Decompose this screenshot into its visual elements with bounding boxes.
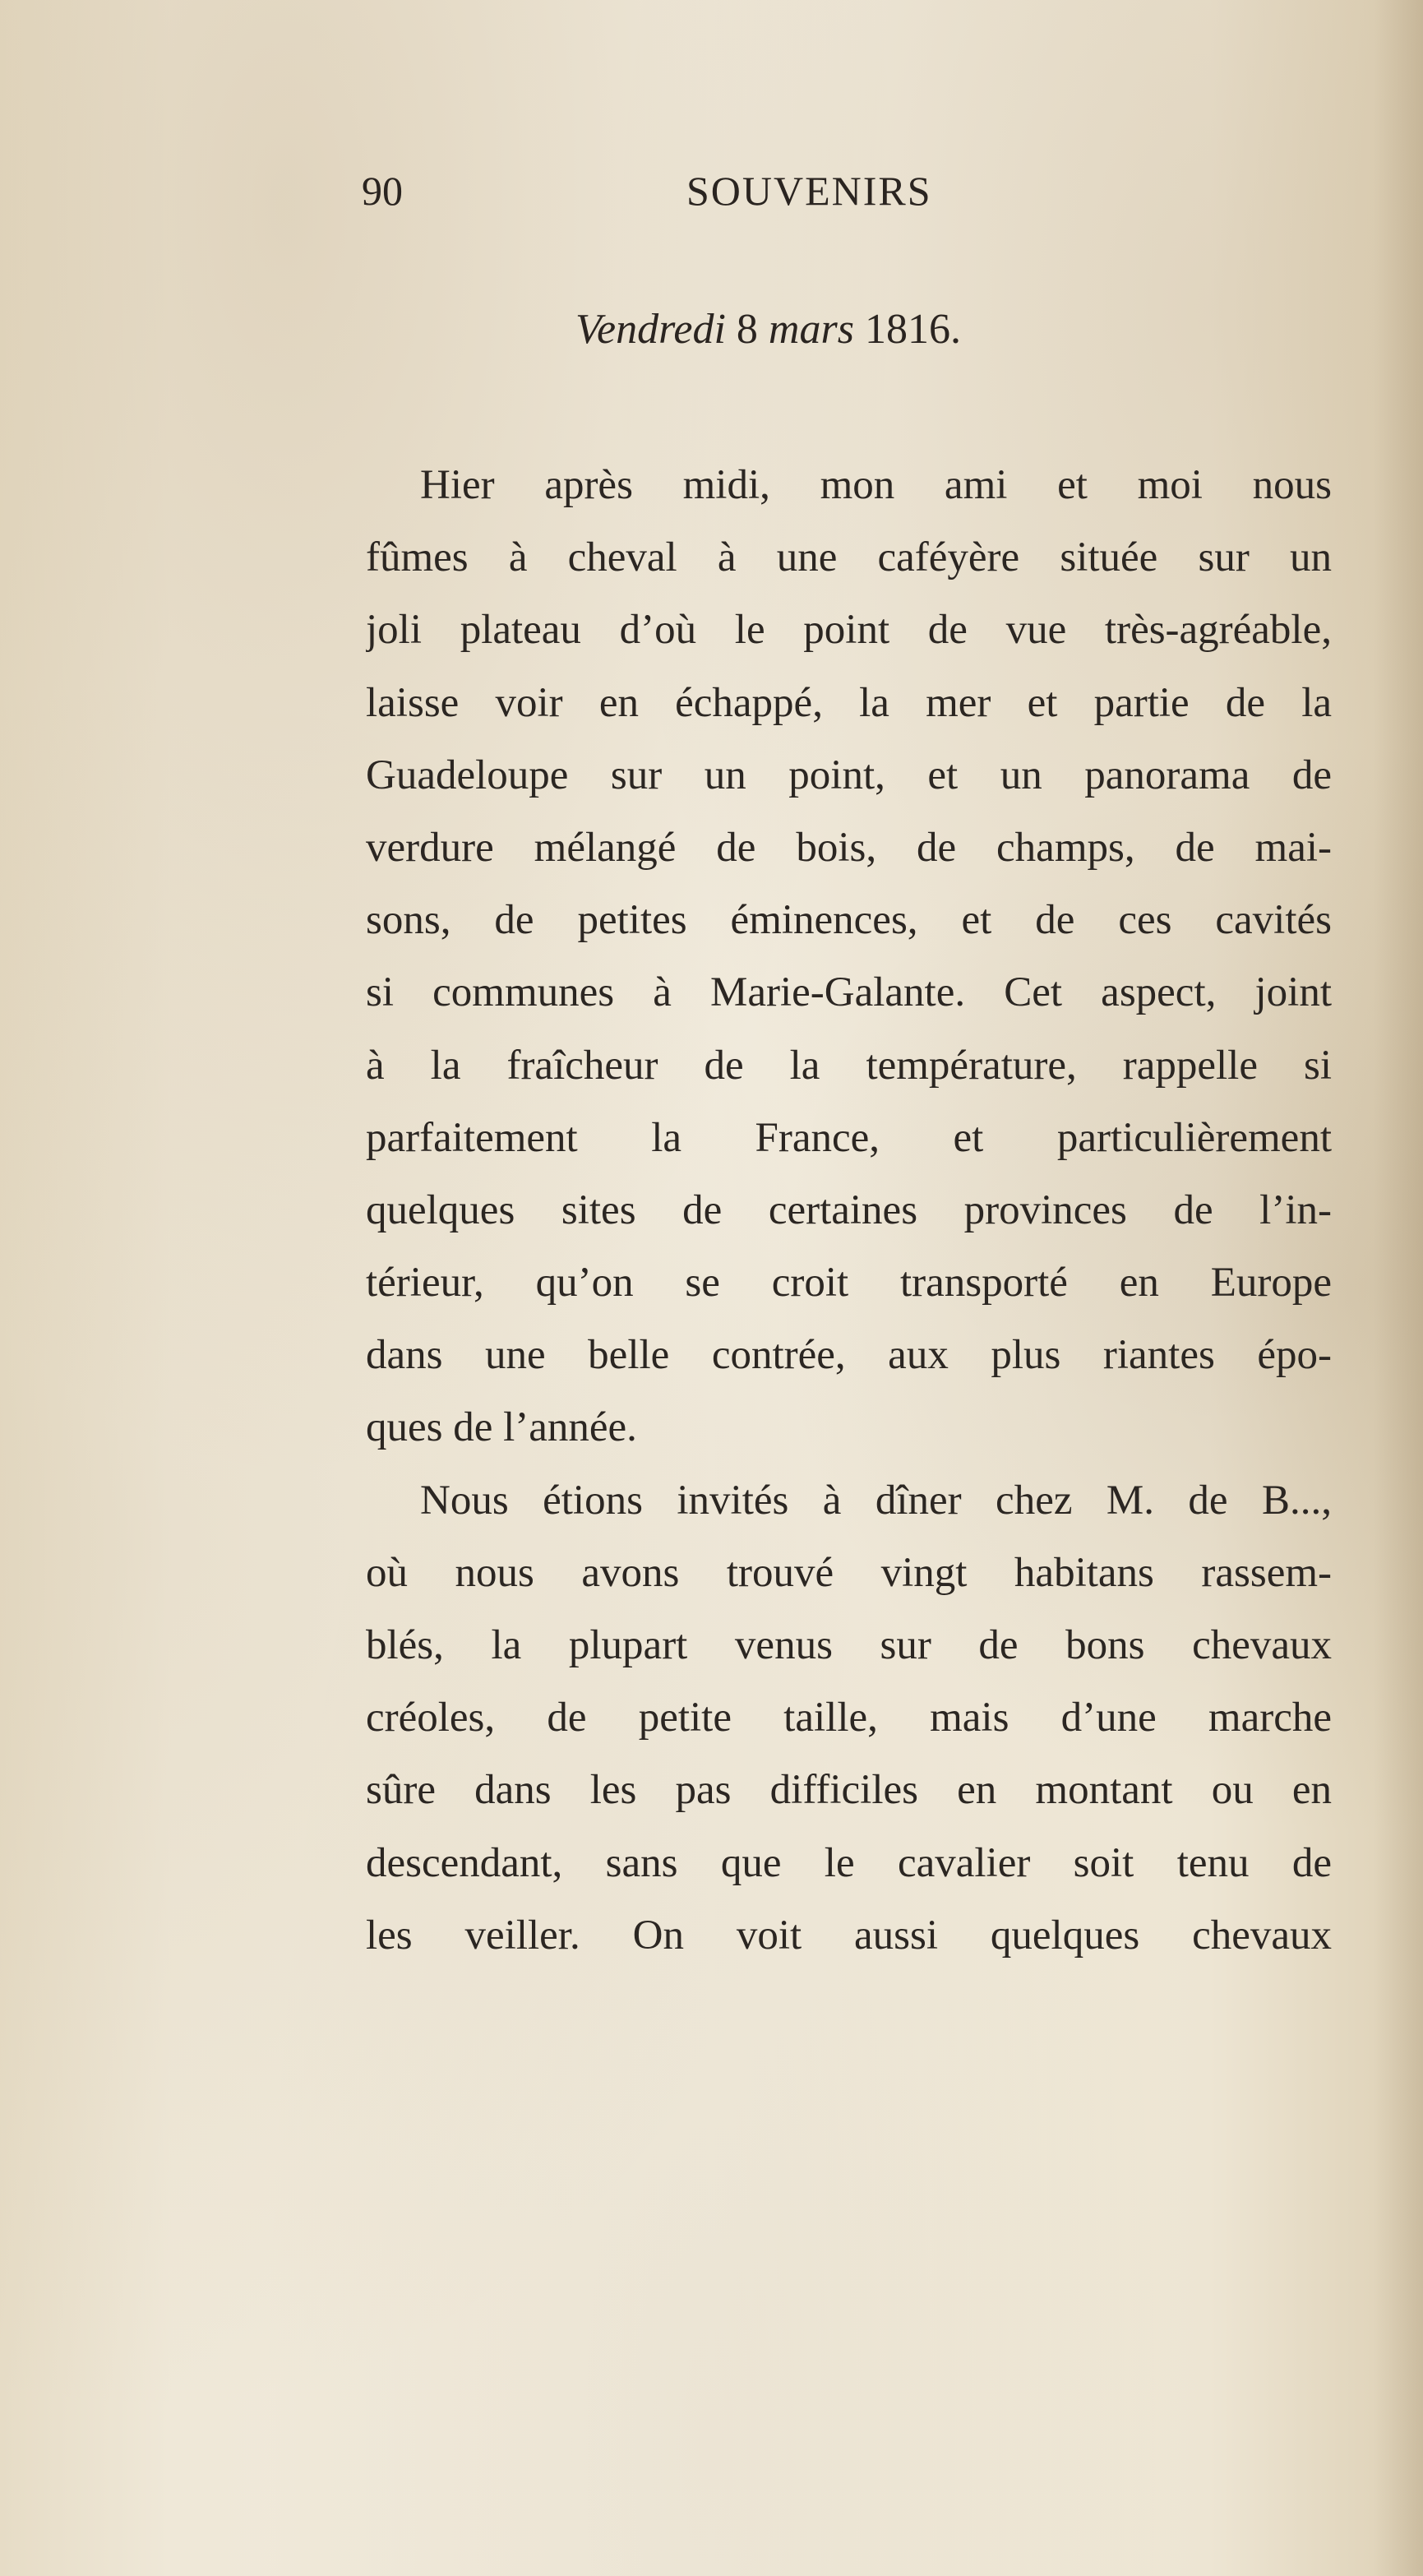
text-line: Guadeloupe sur un point, et un panorama de (366, 752, 1332, 798)
running-title: SOUVENIRS (686, 168, 932, 214)
text-line: Hier après midi, mon ami et moi nous (420, 462, 1332, 508)
entry-date-day: 8 (725, 306, 769, 353)
text-line: ques de l’année. (366, 1404, 637, 1451)
text-line: Nous étions invités à dîner chez M. de B..., (420, 1477, 1332, 1524)
text-line: laisse voir en échappé, la mer et partie de la (366, 679, 1332, 726)
entry-date-weekday: Vendredi (575, 306, 726, 353)
text-line: verdure mélangé de bois, de champs, de mai- (366, 824, 1332, 871)
text-line: sons, de petites éminences, et de ces cavités (366, 897, 1332, 944)
page-number: 90 (362, 168, 403, 214)
entry-date-year: 1816. (853, 306, 961, 353)
text-line: à la fraîcheur de la température, rappelle si (366, 1042, 1332, 1089)
entry-date-month: mars (768, 306, 854, 353)
text-line: quelques sites de certaines provinces de l’in- (366, 1186, 1332, 1233)
text-line: si communes à Marie-Galante. Cet aspect, joint (366, 969, 1332, 1016)
text-line: joli plateau d’où le point de vue très-agréable, (366, 607, 1332, 654)
text-line: les veiller. On voit aussi quelques chevaux (366, 1912, 1332, 1959)
entry-date (575, 301, 961, 358)
text-line: blés, la plupart venus sur de bons chevaux (366, 1622, 1332, 1668)
text-line: créoles, de petite taille, mais d’une marche (366, 1695, 1332, 1741)
text-line: où nous avons trouvé vingt habitans rassem- (366, 1549, 1332, 1596)
body-text (366, 449, 1332, 1972)
text-line: descendant, sans que le cavalier soit tenu de (366, 1839, 1332, 1886)
text-line: sûre dans les pas difficiles en montant ou en (366, 1767, 1332, 1814)
text-line: parfaitement la France, et particulièrement (366, 1114, 1332, 1161)
text-line: dans une belle contrée, aux plus riantes épo- (366, 1332, 1332, 1379)
running-head (362, 164, 1332, 217)
text-line: fûmes à cheval à une caféyère située sur un (366, 534, 1332, 581)
text-line: térieur, qu’on se croit transporté en Europe (366, 1260, 1332, 1306)
